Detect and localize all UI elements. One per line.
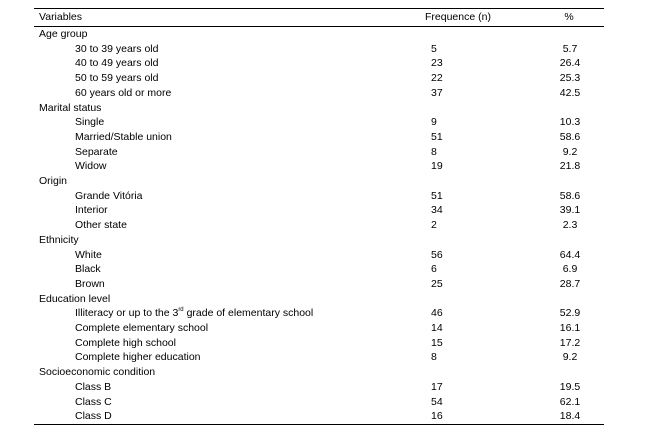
frequency-value: 54 [431, 395, 443, 408]
row-label: Complete elementary school [75, 322, 209, 335]
percent-value: 2.3 [562, 219, 578, 232]
row-label: 50 to 59 years old [75, 72, 159, 85]
table-row [34, 130, 604, 145]
row-label [34, 306, 384, 321]
percent-value: 26.4 [559, 57, 581, 70]
frequency-value: 25 [431, 277, 443, 290]
percent-value: 25.3 [559, 72, 581, 85]
frequency-value: 56 [431, 248, 443, 261]
empty-cell [524, 27, 604, 42]
frequency-value: 34 [431, 204, 443, 217]
frequency-value: 46 [431, 307, 443, 320]
frequency-value: 15 [431, 336, 443, 349]
frequency-value: 6 [431, 263, 437, 276]
frequency-value: 8 [431, 145, 437, 158]
group-label: Socioeconomic condition [39, 366, 156, 379]
frequency-value: 2 [431, 219, 437, 232]
percent-value: 9.2 [562, 351, 578, 364]
percent-value: 18.4 [559, 410, 581, 423]
empty-cell [384, 292, 524, 307]
row-label: 30 to 39 years old [75, 42, 159, 55]
row-label: 60 years old or more [75, 86, 172, 99]
table-row [34, 42, 604, 57]
table-row [34, 409, 604, 424]
table-row [34, 218, 604, 233]
percent-value: 58.6 [559, 130, 581, 143]
group-row [34, 27, 604, 42]
percent-value: 10.3 [559, 116, 581, 129]
group-row [34, 101, 604, 116]
table-row [34, 321, 604, 336]
header-frequence: Frequence (n) [425, 11, 491, 23]
frequency-value: 37 [431, 86, 443, 99]
row-label: Class B [75, 380, 112, 393]
row-label: Complete higher education [75, 351, 201, 364]
row-label: Separate [75, 145, 118, 158]
group-label: Ethnicity [39, 233, 79, 246]
group-row [34, 174, 604, 189]
header-variables: Variables [39, 11, 82, 23]
frequency-value: 14 [431, 322, 443, 335]
percent-value: 9.2 [562, 145, 578, 158]
empty-cell [524, 292, 604, 307]
frequency-value: 16 [431, 410, 443, 423]
table-header [34, 9, 604, 27]
table-row [34, 395, 604, 410]
frequency-value: 17 [431, 380, 443, 393]
table-body [34, 27, 604, 425]
percent-value: 64.4 [559, 248, 581, 261]
frequency-value: 9 [431, 116, 437, 129]
percent-value: 39.1 [559, 204, 581, 217]
table-row [34, 248, 604, 263]
row-label: Class D [75, 410, 112, 423]
ordinal-superscript: rd [178, 307, 184, 314]
empty-cell [384, 27, 524, 42]
frequency-value: 51 [431, 130, 443, 143]
empty-cell [384, 101, 524, 116]
table-row [34, 203, 604, 218]
row-label: Widow [75, 160, 107, 173]
row-label: Black [75, 263, 101, 276]
percent-value: 62.1 [559, 395, 581, 408]
row-label: Other state [75, 219, 127, 232]
percent-value: 52.9 [559, 307, 581, 320]
table-row [34, 262, 604, 277]
percent-value: 19.5 [559, 380, 581, 393]
frequency-value: 51 [431, 189, 443, 202]
demographics-table-container [34, 8, 604, 425]
table-row [34, 159, 604, 174]
demographics-table [34, 8, 604, 425]
table-row [34, 336, 604, 351]
percent-value: 16.1 [559, 322, 581, 335]
table-row [34, 380, 604, 395]
table-row [34, 306, 604, 321]
row-label: Interior [75, 204, 108, 217]
percent-value: 17.2 [559, 336, 581, 349]
group-label: Age group [39, 28, 88, 40]
empty-cell [384, 174, 524, 189]
empty-cell [524, 233, 604, 248]
table-row [34, 71, 604, 86]
row-label: 40 to 49 years old [75, 57, 159, 70]
percent-value: 5.7 [562, 42, 578, 55]
row-label: Single [75, 116, 105, 129]
percent-value: 6.9 [562, 263, 578, 276]
row-label: White [75, 248, 102, 261]
header-row [34, 9, 604, 27]
group-label: Marital status [39, 101, 102, 114]
group-label: Origin [39, 175, 68, 188]
empty-cell [524, 174, 604, 189]
table-row [34, 115, 604, 130]
group-row [34, 292, 604, 307]
empty-cell [384, 365, 524, 380]
table-row [34, 277, 604, 292]
frequency-value: 5 [431, 42, 437, 55]
row-label-text: grade of elementary school [183, 307, 314, 320]
table-row [34, 189, 604, 204]
percent-value: 58.6 [559, 189, 581, 202]
table-row [34, 350, 604, 365]
row-label: Complete high school [75, 336, 176, 349]
table-row [34, 56, 604, 71]
table-row [34, 86, 604, 101]
row-label: Grande Vitória [75, 189, 143, 202]
row-label-text: Illiteracy or up to the 3 [75, 307, 179, 320]
empty-cell [524, 365, 604, 380]
header-percent: % [564, 11, 574, 23]
percent-value: 21.8 [559, 160, 581, 173]
frequency-value: 23 [431, 57, 443, 70]
row-label: Class C [75, 395, 112, 408]
group-row [34, 233, 604, 248]
table-row [34, 145, 604, 160]
frequency-value: 19 [431, 160, 443, 173]
row-label: Brown [75, 277, 105, 290]
frequency-value: 8 [431, 351, 437, 364]
group-label: Education level [39, 292, 111, 305]
percent-value: 28.7 [559, 277, 581, 290]
empty-cell [384, 233, 524, 248]
row-label: Married/Stable union [75, 130, 172, 143]
percent-value: 42.5 [559, 86, 581, 99]
empty-cell [524, 101, 604, 116]
frequency-value: 22 [431, 72, 443, 85]
group-row [34, 365, 604, 380]
